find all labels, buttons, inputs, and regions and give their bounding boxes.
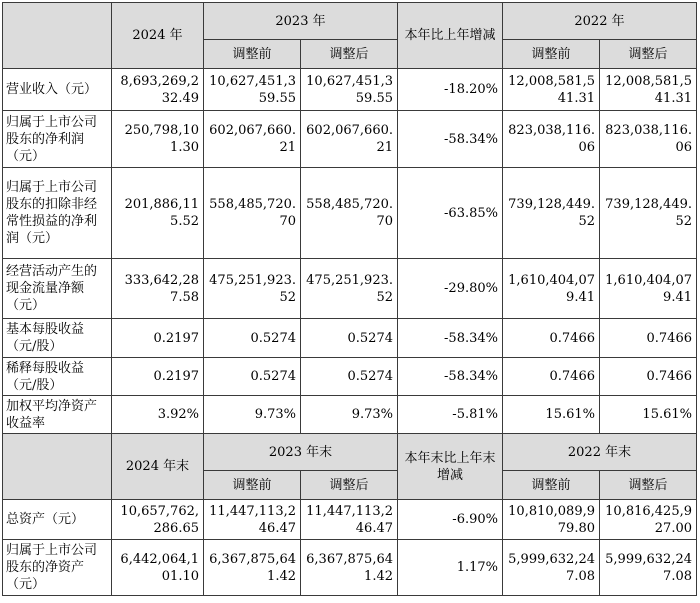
cell-2024: 10,657,762,286.65 bbox=[112, 500, 204, 540]
cell-2023-before: 475,251,923.52 bbox=[204, 259, 301, 319]
row-label: 基本每股收益（元/股） bbox=[3, 319, 112, 358]
header-2022-before: 调整前 bbox=[503, 40, 600, 69]
row-label: 归属于上市公司股东的净利润（元） bbox=[3, 111, 112, 168]
cell-change: -29.80% bbox=[398, 259, 503, 319]
cell-2024: 201,886,115.52 bbox=[112, 168, 204, 259]
cell-2024: 333,642,287.58 bbox=[112, 259, 204, 319]
cell-2023-before: 11,447,113,246.47 bbox=[204, 500, 301, 540]
table-row bbox=[3, 69, 697, 111]
cell-2022-after: 739,128,449.52 bbox=[600, 168, 697, 259]
cell-2022-after: 15.61% bbox=[600, 396, 697, 434]
row-label: 营业收入（元） bbox=[3, 69, 112, 111]
cell-2023-before: 6,367,875,641.42 bbox=[204, 540, 301, 596]
table-row bbox=[3, 259, 697, 319]
row-label: 归属于上市公司股东的净资产（元） bbox=[3, 540, 112, 596]
financial-table bbox=[2, 2, 697, 596]
cell-2023-after: 0.5274 bbox=[301, 319, 398, 358]
header-2023-after: 调整后 bbox=[301, 471, 398, 500]
table-row bbox=[3, 168, 697, 259]
header-2023-end: 2023 年末 bbox=[204, 434, 398, 471]
cell-2024: 8,693,269,232.49 bbox=[112, 69, 204, 111]
cell-2022-after: 1,610,404,079.41 bbox=[600, 259, 697, 319]
table-row bbox=[3, 358, 697, 396]
cell-change: -58.34% bbox=[398, 358, 503, 396]
header-2022-end: 2022 年末 bbox=[503, 434, 697, 471]
header-2023-after: 调整后 bbox=[301, 40, 398, 69]
cell-2022-before: 10,810,089,979.80 bbox=[503, 500, 600, 540]
cell-2022-before: 15.61% bbox=[503, 396, 600, 434]
cell-change: -63.85% bbox=[398, 168, 503, 259]
cell-2022-after: 12,008,581,541.31 bbox=[600, 69, 697, 111]
header-corner bbox=[3, 3, 112, 69]
cell-2023-before: 9.73% bbox=[204, 396, 301, 434]
cell-2024: 3.92% bbox=[112, 396, 204, 434]
cell-2023-after: 6,367,875,641.42 bbox=[301, 540, 398, 596]
cell-2023-before: 10,627,451,359.55 bbox=[204, 69, 301, 111]
header-2024: 2024 年 bbox=[112, 3, 204, 69]
table-row bbox=[3, 396, 697, 434]
row-label: 总资产（元） bbox=[3, 500, 112, 540]
cell-2023-after: 0.5274 bbox=[301, 358, 398, 396]
cell-2024: 6,442,064,101.10 bbox=[112, 540, 204, 596]
cell-2024: 0.2197 bbox=[112, 358, 204, 396]
row-label: 经营活动产生的现金流量净额（元） bbox=[3, 259, 112, 319]
cell-change: -18.20% bbox=[398, 69, 503, 111]
table-row bbox=[3, 540, 697, 596]
cell-2023-before: 602,067,660.21 bbox=[204, 111, 301, 168]
header-2022-after: 调整后 bbox=[600, 471, 697, 500]
cell-change: -5.81% bbox=[398, 396, 503, 434]
table-row bbox=[3, 500, 697, 540]
cell-2024: 250,798,101.30 bbox=[112, 111, 204, 168]
cell-2022-before: 0.7466 bbox=[503, 319, 600, 358]
header-row-1 bbox=[3, 3, 697, 40]
header-corner bbox=[3, 434, 112, 500]
cell-2022-before: 823,038,116.06 bbox=[503, 111, 600, 168]
header-2023: 2023 年 bbox=[204, 3, 398, 40]
header-change: 本年比上年增减 bbox=[398, 3, 503, 69]
cell-2022-before: 12,008,581,541.31 bbox=[503, 69, 600, 111]
cell-2022-after: 823,038,116.06 bbox=[600, 111, 697, 168]
table-row bbox=[3, 111, 697, 168]
header-2023-before: 调整前 bbox=[204, 40, 301, 69]
cell-2023-before: 0.5274 bbox=[204, 358, 301, 396]
cell-2023-before: 558,485,720.70 bbox=[204, 168, 301, 259]
cell-2024: 0.2197 bbox=[112, 319, 204, 358]
cell-2022-before: 0.7466 bbox=[503, 358, 600, 396]
row-label: 归属于上市公司股东的扣除非经常性损益的净利润（元） bbox=[3, 168, 112, 259]
cell-2023-after: 10,627,451,359.55 bbox=[301, 69, 398, 111]
header-2023-before: 调整前 bbox=[204, 471, 301, 500]
cell-2023-after: 558,485,720.70 bbox=[301, 168, 398, 259]
cell-2022-before: 1,610,404,079.41 bbox=[503, 259, 600, 319]
row-label: 加权平均净资产收益率 bbox=[3, 396, 112, 434]
cell-2022-after: 10,816,425,927.00 bbox=[600, 500, 697, 540]
cell-2023-after: 602,067,660.21 bbox=[301, 111, 398, 168]
cell-2023-after: 11,447,113,246.47 bbox=[301, 500, 398, 540]
cell-2022-after: 0.7466 bbox=[600, 319, 697, 358]
header-2022-before: 调整前 bbox=[503, 471, 600, 500]
cell-2023-after: 9.73% bbox=[301, 396, 398, 434]
table-row bbox=[3, 319, 697, 358]
header-2022: 2022 年 bbox=[503, 3, 697, 40]
cell-2022-after: 0.7466 bbox=[600, 358, 697, 396]
cell-2023-after: 475,251,923.52 bbox=[301, 259, 398, 319]
header-change-end: 本年末比上年末增减 bbox=[398, 434, 503, 500]
header-2022-after: 调整后 bbox=[600, 40, 697, 69]
row-label: 稀释每股收益（元/股） bbox=[3, 358, 112, 396]
cell-change: -58.34% bbox=[398, 319, 503, 358]
cell-change: -58.34% bbox=[398, 111, 503, 168]
cell-2023-before: 0.5274 bbox=[204, 319, 301, 358]
cell-change: 1.17% bbox=[398, 540, 503, 596]
cell-2022-before: 5,999,632,247.08 bbox=[503, 540, 600, 596]
cell-2022-before: 739,128,449.52 bbox=[503, 168, 600, 259]
cell-change: -6.90% bbox=[398, 500, 503, 540]
header-row-3 bbox=[3, 434, 697, 471]
cell-2022-after: 5,999,632,247.08 bbox=[600, 540, 697, 596]
header-2024-end: 2024 年末 bbox=[112, 434, 204, 500]
